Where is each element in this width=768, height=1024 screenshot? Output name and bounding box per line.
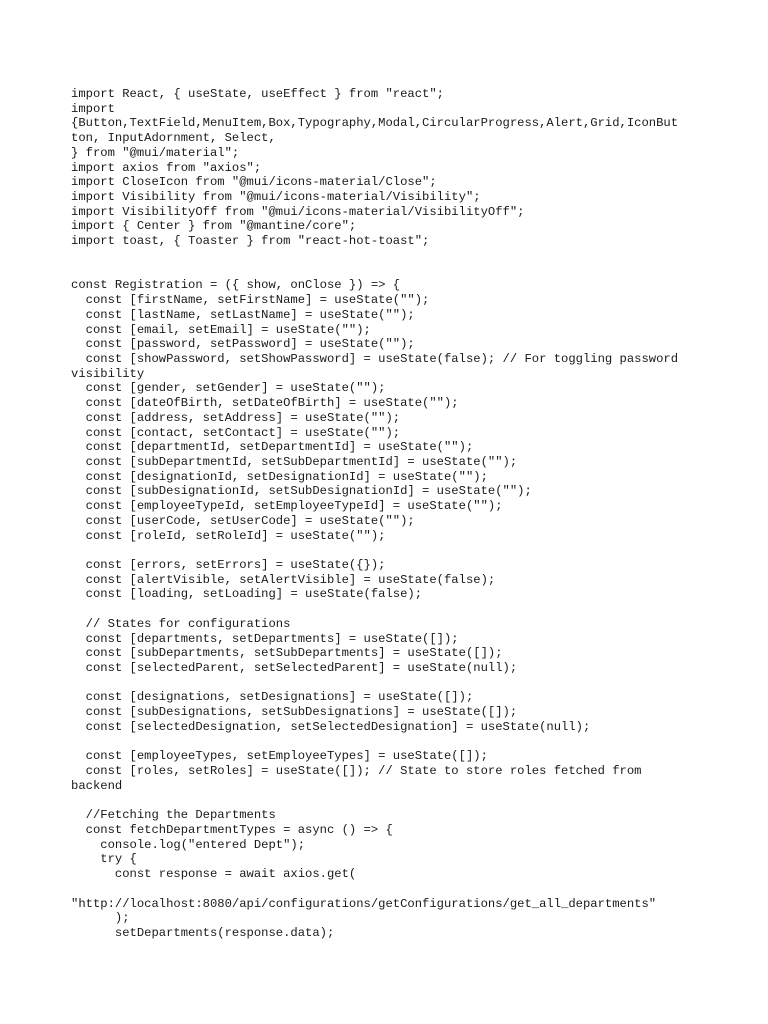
code-line: import VisibilityOff from "@mui/icons-material/VisibilityOff"; (71, 204, 525, 219)
code-line: const [employeeTypeId, setEmployeeTypeId] = useState(""); (71, 499, 503, 514)
code-line: const [selectedDesignation, setSelectedDesignation] = useState(null); (71, 719, 591, 734)
code-line: const [roles, setRoles] = useState([]); // State to store roles fetched from (71, 764, 642, 779)
code-line: backend (71, 778, 123, 793)
code-line: ); (71, 911, 130, 926)
code-line (71, 602, 711, 617)
code-line: const [lastName, setLastName] = useState(""); (71, 307, 415, 322)
code-line: const [gender, setGender] = useState(""); (71, 381, 386, 396)
code-line: const [userCode, setUserCode] = useState(""); (71, 513, 415, 528)
code-line (71, 735, 711, 750)
code-line: {Button,TextField,MenuItem,Box,Typography,Modal,CircularProgress,Alert,Grid,IconBut (71, 116, 679, 131)
code-line: const [selectedParent, setSelectedParent] = useState(null); (71, 661, 518, 676)
code-line: const Registration = ({ show, onClose }) => { (71, 278, 401, 293)
code-line: "http://localhost:8080/api/configurations/getConfigurations/get_all_departments" (71, 896, 657, 911)
code-line: const [roleId, setRoleId] = useState(""); (71, 528, 386, 543)
code-line: ton, InputAdornment, Select, (71, 131, 276, 146)
code-line: import (71, 101, 115, 116)
code-line: const response = await axios.get( (71, 867, 357, 882)
code-line: const [contact, setContact] = useState(""); (71, 425, 401, 440)
code-line: const [departmentId, setDepartmentId] = useState(""); (71, 440, 474, 455)
code-line: const [showPassword, setShowPassword] = useState(false); // For toggling password (71, 351, 679, 366)
code-line: //Fetching the Departments (71, 808, 276, 823)
code-line: const [loading, setLoading] = useState(false); (71, 587, 423, 602)
code-listing (71, 87, 711, 941)
code-line (71, 264, 711, 279)
code-line: import toast, { Toaster } from "react-hot-toast"; (71, 234, 430, 249)
code-line: const [firstName, setFirstName] = useState(""); (71, 293, 430, 308)
code-line: const [employeeTypes, setEmployeeTypes] = useState([]); (71, 749, 488, 764)
code-line: // States for configurations (71, 616, 291, 631)
code-line: const [alertVisible, setAlertVisible] = useState(false); (71, 572, 496, 587)
code-line: const [departments, setDepartments] = useState([]); (71, 631, 459, 646)
code-line: import CloseIcon from "@mui/icons-material/Close"; (71, 175, 437, 190)
code-line (71, 882, 711, 897)
code-line (71, 676, 711, 691)
code-line (71, 794, 711, 809)
code-line: const [password, setPassword] = useState(""); (71, 337, 415, 352)
code-line: import Visibility from "@mui/icons-material/Visibility"; (71, 190, 481, 205)
code-line: } from "@mui/material"; (71, 145, 240, 160)
code-line: const [subDepartments, setSubDepartments] = useState([]); (71, 646, 503, 661)
code-line: const [subDepartmentId, setSubDepartmentId] = useState(""); (71, 454, 518, 469)
code-line: const [dateOfBirth, setDateOfBirth] = useState(""); (71, 396, 459, 411)
code-line: try { (71, 852, 137, 867)
code-line: const [designationId, setDesignationId] = useState(""); (71, 469, 488, 484)
code-line: const [designations, setDesignations] = useState([]); (71, 690, 474, 705)
code-line (71, 249, 711, 264)
code-line: import { Center } from "@mantine/core"; (71, 219, 357, 234)
code-line (71, 543, 711, 558)
code-line: visibility (71, 366, 145, 381)
code-line: console.log("entered Dept"); (71, 837, 306, 852)
code-line: const [subDesignationId, setSubDesignationId] = useState(""); (71, 484, 532, 499)
code-line: import React, { useState, useEffect } from "react"; (71, 87, 444, 101)
code-line: const [errors, setErrors] = useState({}); (71, 558, 386, 572)
code-line: setDepartments(response.data); (71, 925, 335, 940)
code-line: const [address, setAddress] = useState(""); (71, 410, 401, 425)
code-line: const [email, setEmail] = useState(""); (71, 322, 371, 337)
code-line: const [subDesignations, setSubDesignations] = useState([]); (71, 705, 518, 720)
code-line: const fetchDepartmentTypes = async () => { (71, 822, 393, 837)
code-line: import axios from "axios"; (71, 160, 262, 175)
